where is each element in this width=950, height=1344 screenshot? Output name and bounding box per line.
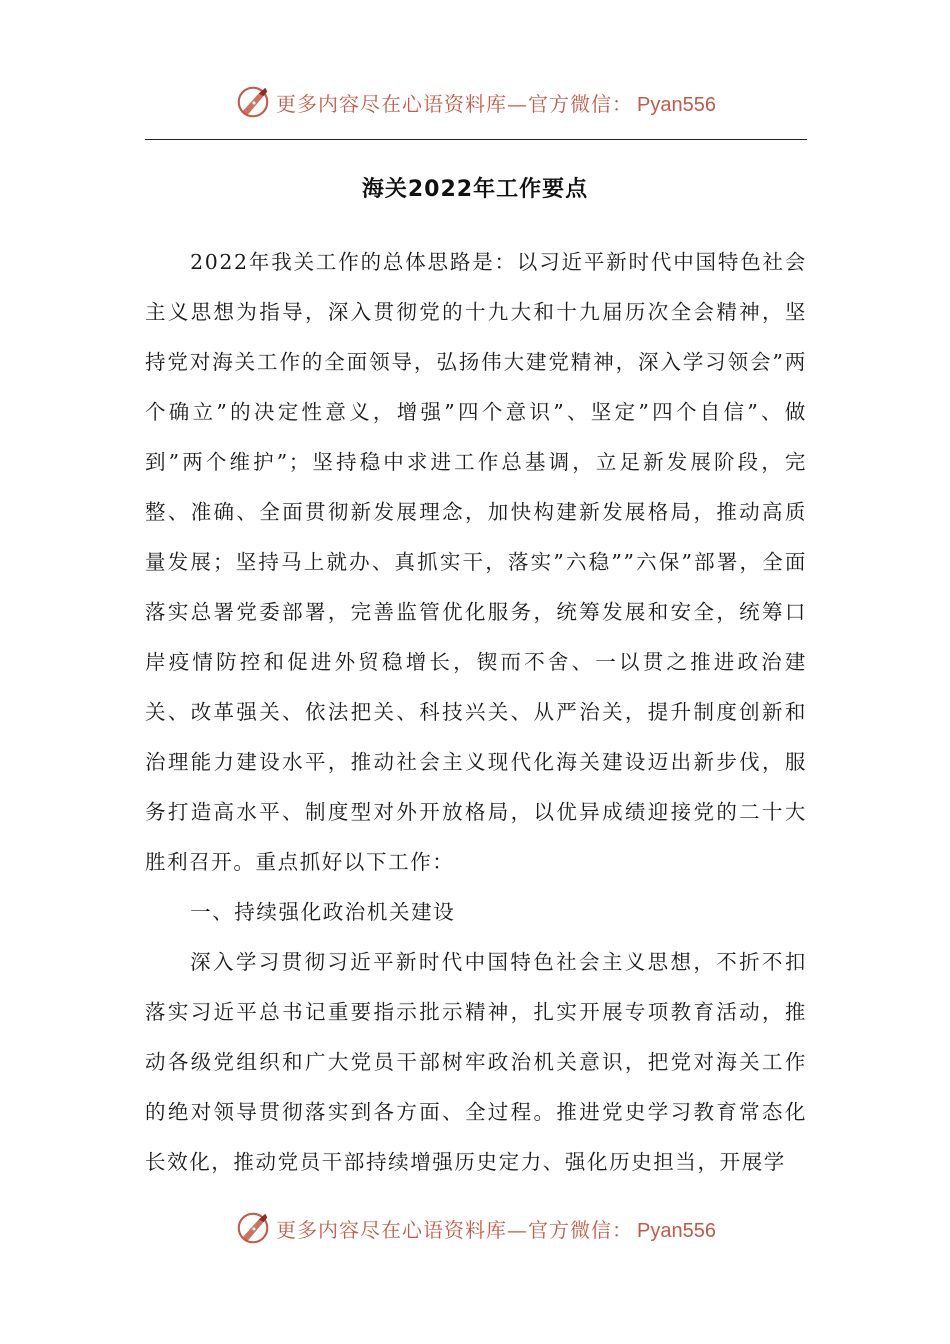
document-body <box>145 237 807 1187</box>
paragraph-overview: 2022年我关工作的总体思路是：以习近平新时代中国特色社会主义思想为指导，深入贯彻党的十九大和十九届历次全会精神，坚持党对海关工作的全面领导，弘扬伟大建党精神，深入学习领会”两个确立”的决定性意义，增强”四个意识”、坚定”四个自信”、做到”两个维护”；坚持稳中求进工作总基调，立足新发展阶段，完整、准确、全面贯彻新发展理念，加快构建新发展格局，推动高质量发展；坚持马上就办、真抓实干，落实”六稳””六保”部署，全面落实总署党委部署，完善监管优化服务，统筹发展和安全，统筹口岸疫情防控和促进外贸稳增长，锲而不舍、一以贯之推进政治建关、改革强关、依法把关、科技兴关、从严治关，提升制度创新和治理能力建设水平，推动社会主义现代化海关建设迈出新步伐，服务打造高水平、制度型对外开放格局，以优异成绩迎接党的二十大胜利召开。重点抓好以下工作： <box>145 250 807 874</box>
watermark-text: 更多内容尽在心语资料库—官方微信： Pyan556 <box>276 1217 716 1242</box>
pen-nib-icon <box>234 83 272 121</box>
watermark-text: 更多内容尽在心语资料库—官方微信： Pyan556 <box>276 91 716 116</box>
footer-watermark <box>0 1208 950 1248</box>
paragraph-section-1: 深入学习贯彻习近平新时代中国特色社会主义思想，不折不扣落实习近平总书记重要指示批示精神，扎实开展专项教育活动，推动各级党组织和广大党员干部树牢政治机关意识，把党对海关工作的绝对领导贯彻落实到各方面、全过程。推进党史学习教育常态化长效化，推动党员干部持续增强历史定力、强化历史担当，开展学 <box>145 950 807 1174</box>
watermark-handle: Pyan556 <box>637 1219 716 1242</box>
watermark-handle: Pyan556 <box>637 93 716 116</box>
section-heading: 一、持续强化政治机关建设 <box>190 900 456 924</box>
pen-nib-icon <box>234 1209 272 1247</box>
header-divider <box>145 139 807 140</box>
document-title: 海关2022年工作要点 <box>361 177 589 202</box>
header-watermark <box>0 82 950 122</box>
